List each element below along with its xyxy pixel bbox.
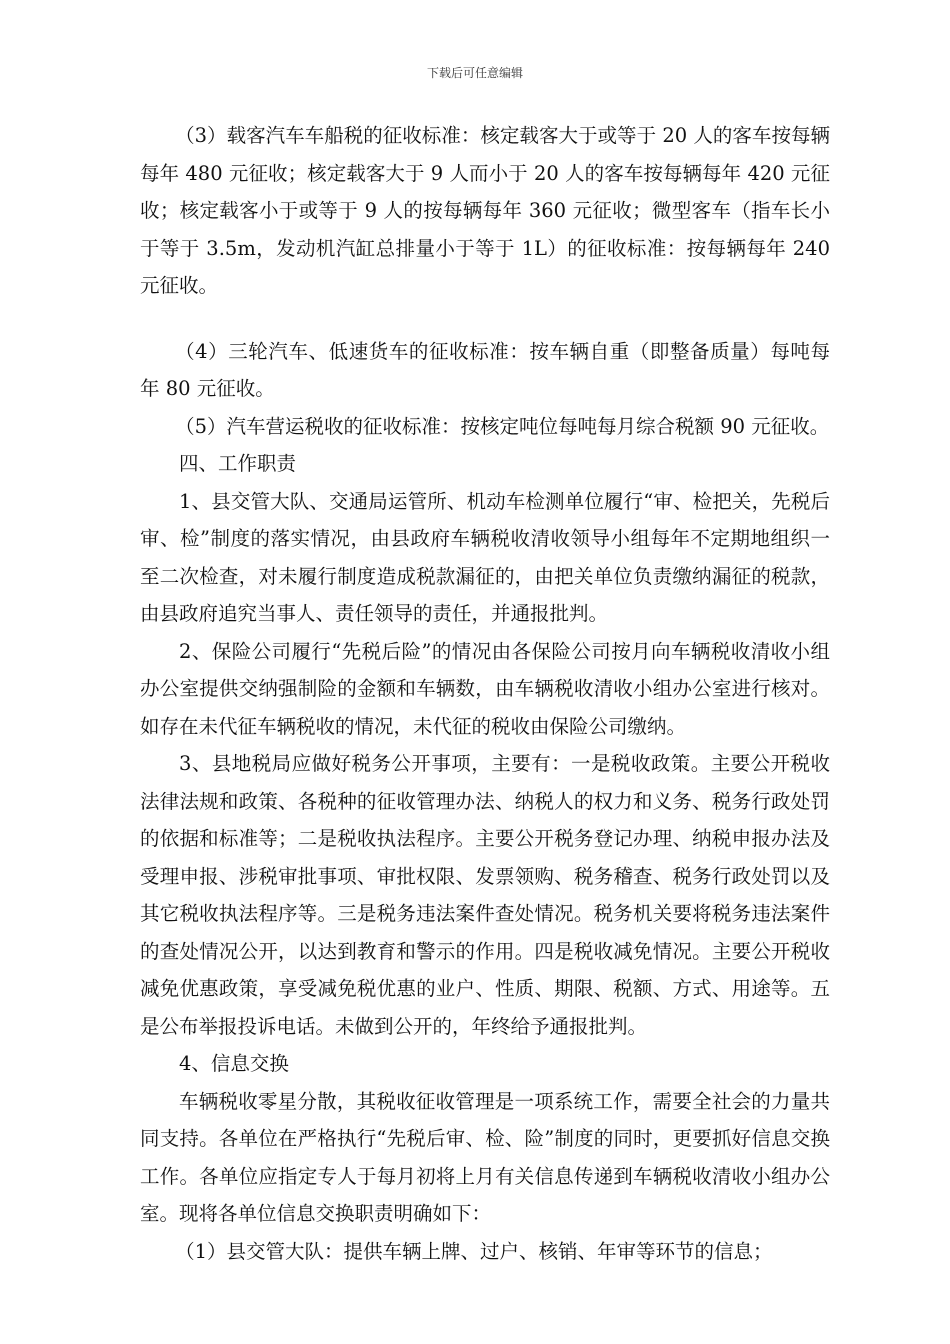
paragraph-operating-tax: （5）汽车营运税收的征收标准：按核定吨位每吨每月综合税额 90 元征收。: [175, 414, 830, 438]
paragraph-passenger-vehicle-tax: （3）载客汽车车船税的征收标准：核定载客大于或等于 20 人的客车按每辆每年 480 元征收；核定载客大于 9 人而小于 20 人的客车按每辆每年 420 元征收；核定载客小于或等于 9 人的按每辆每年 360 元征收；微型客车（指车长小于等于 3.5m，发动机汽缸总排量小于等于 1L）的征收标准：按每辆每年 240 元征收。: [140, 124, 830, 297]
paragraph-tricycle-tax: （4）三轮汽车、低速货车的征收标准：按车辆自重（即整备质量）每吨每年 80 元征收。: [140, 339, 830, 400]
page-header: 下载后可任意编辑: [426, 66, 523, 80]
paragraph-traffic-brigade: （1）县交管大队：提供车辆上牌、过户、核销、年审等环节的信息；: [175, 1239, 773, 1263]
paragraph-duty-3: 3、县地税局应做好税务公开事项，主要有：一是税收政策。主要公开税收法律法规和政策、各税种的征收管理办法、纳税人的权力和义务、税务行政处罚的依据和标准等；二是税收执法程序。主要公开税务登记办理、纳税申报办法及受理申报、涉税审批事项、审批权限、发票领购、税务稽查、税务行政处罚以及其它税收执法程序等。三是税务违法案件查处情况。税务机关要将税务违法案件的查处情况公开，以达到教育和警示的作用。四是税收减免情况。主要公开税收减免优惠政策，享受减免税优惠的业户、性质、期限、税额、方式、用途等。五是公布举报投诉电话。未做到公开的，年终给予通报批判。: [140, 752, 830, 1038]
document-body: [140, 117, 830, 1270]
section-heading-info-exchange: 4、信息交换: [179, 1052, 289, 1075]
paragraph-duty-2: 2、保险公司履行“先税后险”的情况由各保险公司按月向车辆税收清收小组办公室提供交纳强制险的金额和车辆数，由车辆税收清收小组办公室进行核对。如存在未代征车辆税收的情况，未代征的税收由保险公司缴纳。: [140, 639, 830, 738]
paragraph-info-exchange: 车辆税收零星分散，其税收征收管理是一项系统工作，需要全社会的力量共同支持。各单位在严格执行“先税后审、检、险”制度的同时，更要抓好信息交换工作。各单位应指定专人于每月初将上月有关信息传递到车辆税收清收小组办公室。现将各单位信息交换职责明确如下：: [140, 1089, 830, 1225]
paragraph-duty-1: 1、县交管大队、交通局运管所、机动车检测单位履行“审、检把关，先税后审、检”制度的落实情况，由县政府车辆税收清收领导小组每年不定期地组织一至二次检查，对未履行制度造成税款漏征的，由把关单位负责缴纳漏征的税款，由县政府追究当事人、责任领导的责任，并通报批判。: [140, 489, 830, 625]
section-heading-duties: 四、工作职责: [179, 452, 297, 475]
